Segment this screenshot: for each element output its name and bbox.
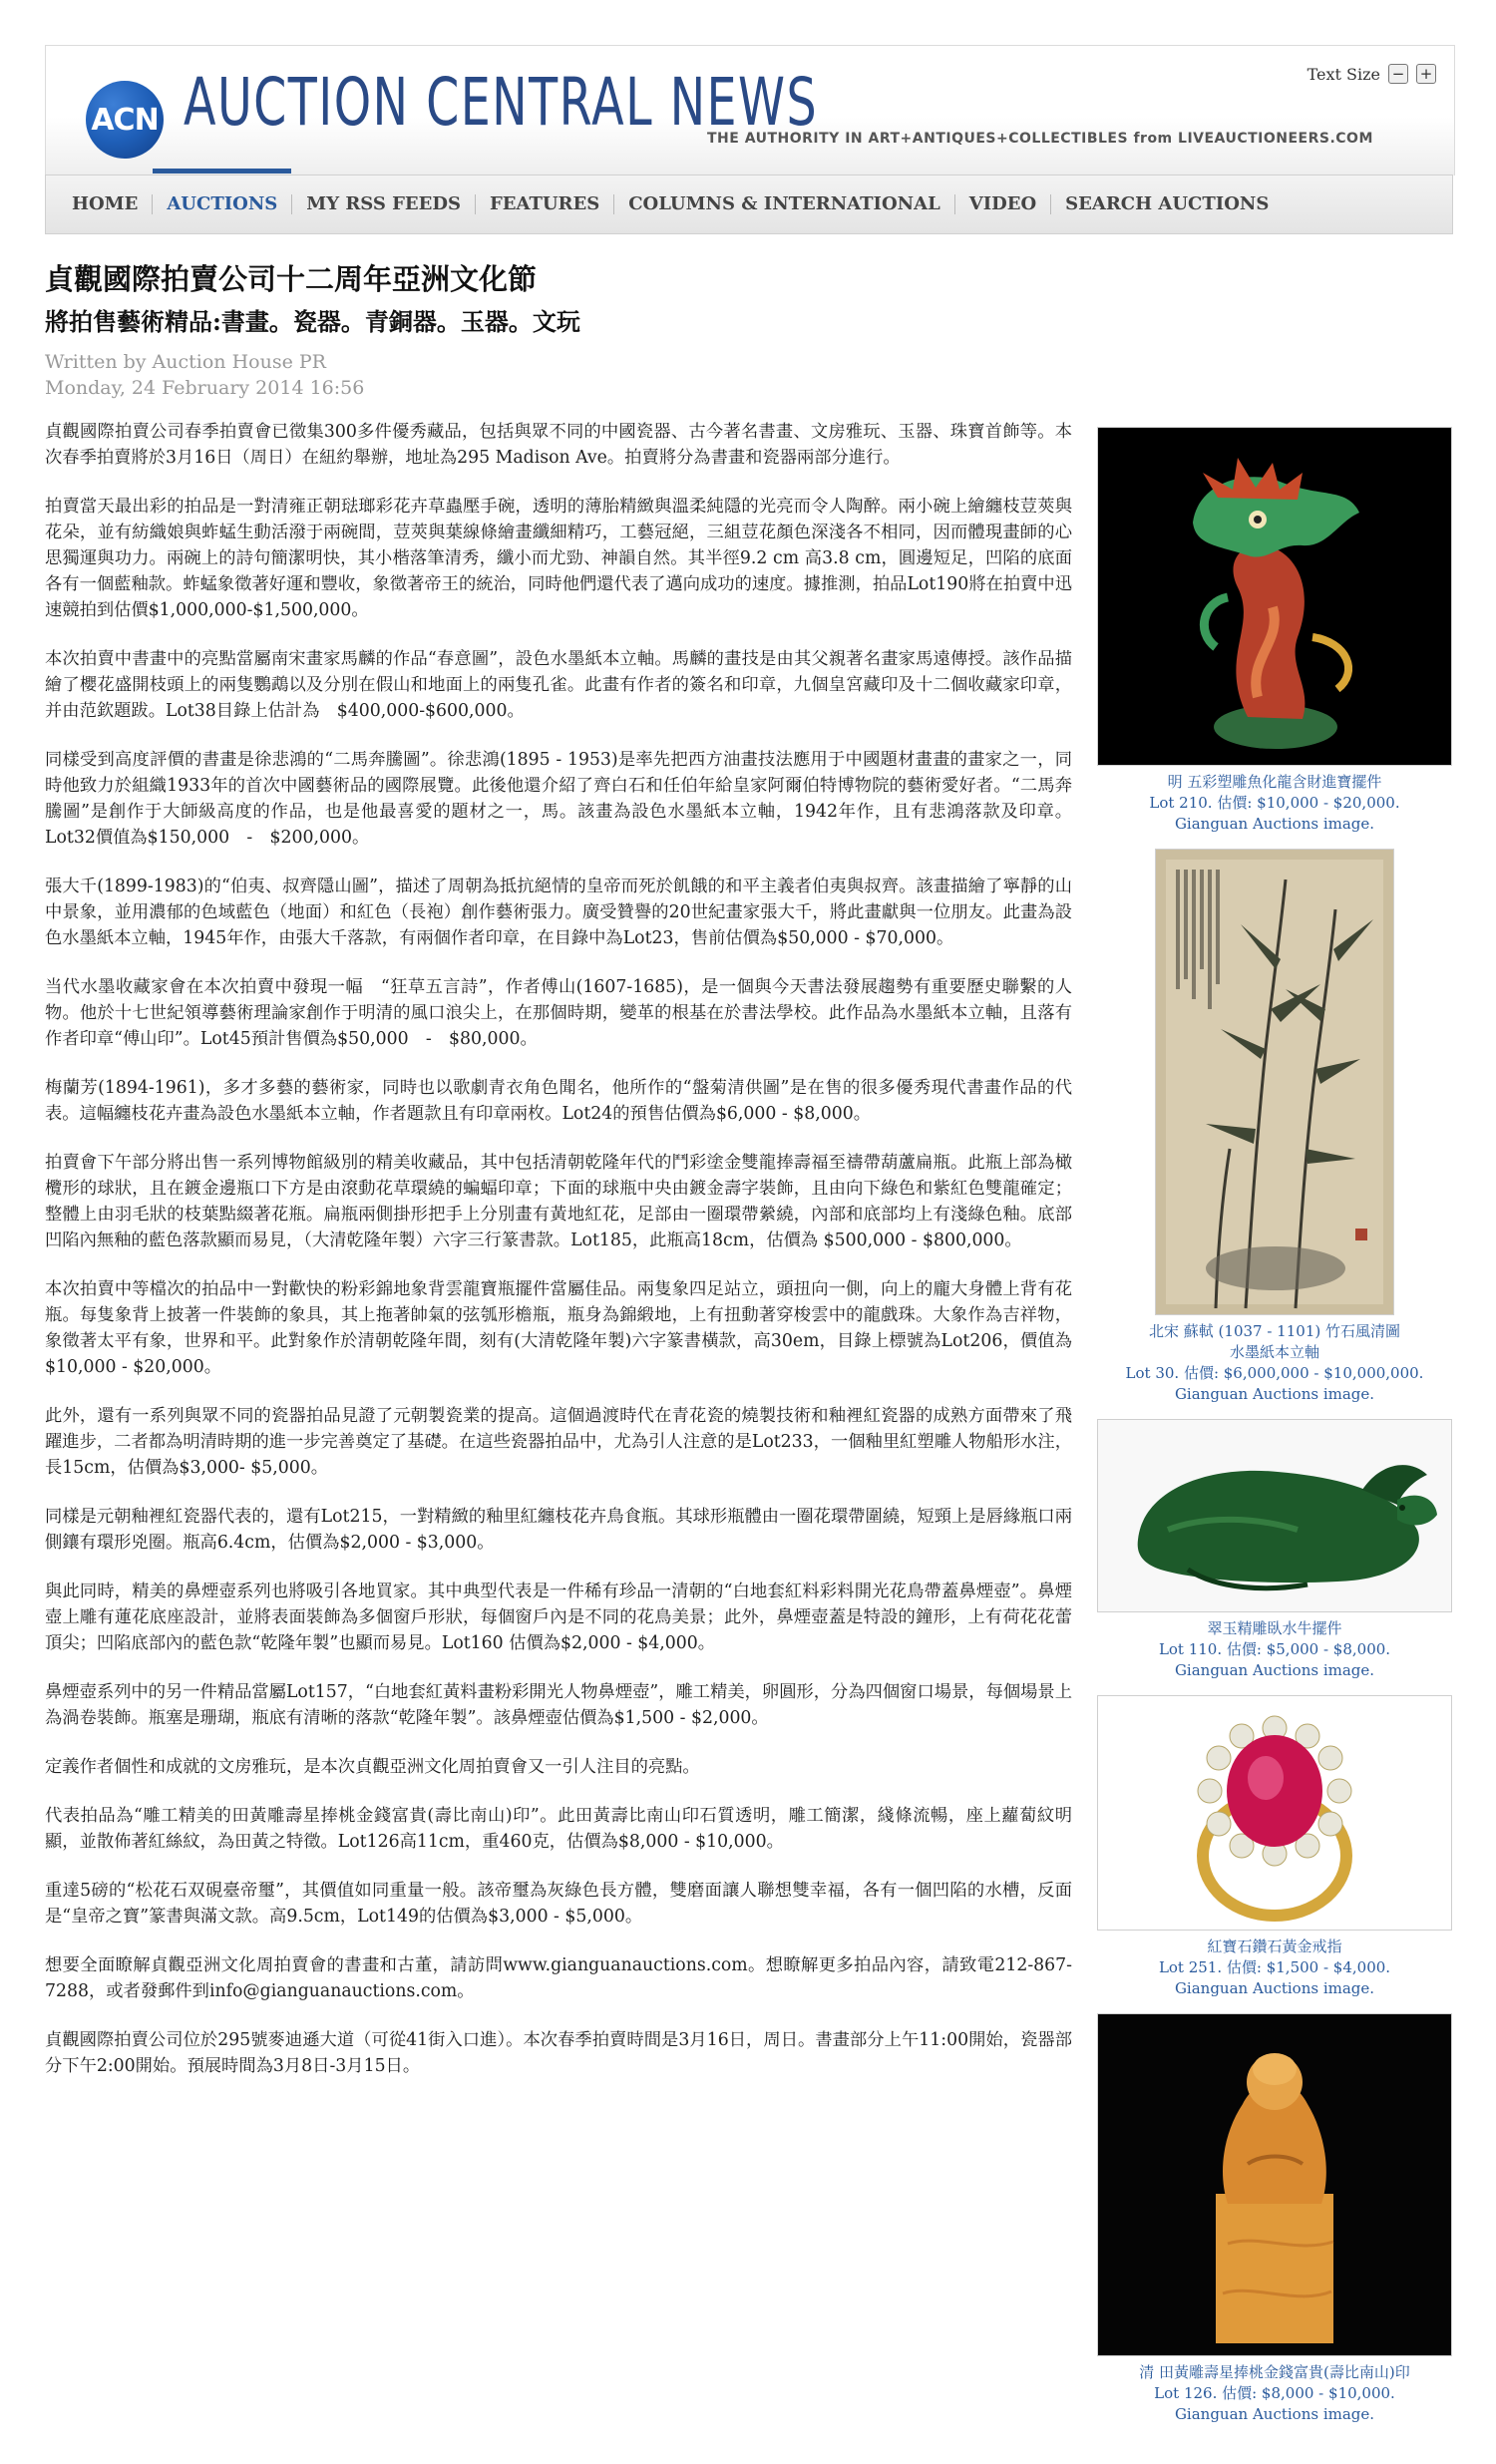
caption-credit: Gianguan Auctions image. — [1174, 2405, 1375, 2423]
article-paragraph: 此外，還有一系列與眾不同的瓷器拍品見證了元朝製瓷業的提高。這個過渡時代在青花瓷的燒製技術和釉裡紅瓷器的成熟方面帶來了飛躍進步，二者都為明清時期的進一步完善奠定了基礎。在這些瓷器拍品中，尤為引人注意的是Lot233，一個釉里紅塑雕人物船形水注，長15cm，估價為$3,000- $5,000。 — [45, 1406, 1072, 1478]
caption-line: Lot 126. 估價: $8,000 - $10,000. — [1154, 2384, 1395, 2402]
site-tagline: THE AUTHORITY IN ART+ANTIQUES+COLLECTIBLES from LIVEAUCTIONEERS.COM — [707, 131, 1373, 147]
caption-line: 北宋 蘇軾 (1037 - 1101) 竹石風清圖 — [1149, 1322, 1400, 1340]
article-paragraph: 梅蘭芳(1894-1961)，多才多藝的藝術家，同時也以歌劇青衣角色聞名，他所作的“盤菊清供圖”是在售的很多優秀現代書畫作品的代表。這幅纏枝花卉畫為設色水墨紙本立軸，作者題款且有印章兩枚。Lot24的預售估價為$6,000 - $8,000。 — [45, 1078, 1072, 1124]
article-paragraph: 拍賣當天最出彩的拍品是一對清雍正朝琺瑯彩花卉草蟲壓手碗，透明的薄胎精緻與溫柔純隱的光亮而令人陶醉。兩小碗上繪纏枝荳莢與花朵，並有紡織娘與蚱蜢生動活潑于兩碗間，荳莢與葉線條繪畫纖細精巧，工藝冠絕，三組荳花顏色深淺各不相同，因而體現畫師的心思獨運與功力。兩碗上的詩句簡潔明快，其小楷落筆清秀，纖小而尤勁、神韻自然。其半徑9.2 cm 高3.8 cm，圓邊短足，凹陷的底面各有一個藍釉款。蚱蜢象徵著好運和豐收，象徵著帝王的統治，同時他們還代表了邁向成功的速度。據推測，拍品Lot190將在拍賣中迅速競拍到估價$1,000,000-$1,500,000。 — [45, 497, 1072, 620]
article-body — [45, 419, 1072, 2102]
article-title: 貞觀國際拍賣公司十二周年亞洲文化節 — [45, 262, 538, 296]
decrease-text-size-button[interactable]: − — [1388, 64, 1408, 84]
dragon-fish-figure-icon — [1098, 428, 1451, 765]
caption-credit: Gianguan Auctions image. — [1174, 815, 1375, 833]
bamboo-painting-icon — [1156, 850, 1393, 1314]
article-paragraph: 與此同時，精美的鼻煙壺系列也將吸引各地買家。其中典型代表是一件稀有珍品一清朝的“白地套紅料彩料開光花鳥帶蓋鼻煙壺”。鼻煙壺上雕有蓮花底座設計，並將表面裝飾為多個窗戶形狀，每個窗戶內是不同的花鳥美景；此外，鼻煙壺蓋是特設的鐘形，上有荷花花蕾頂尖；凹陷底部內的藍色款“乾隆年製”也顯而易見。Lot160 估價為$2,000 - $4,000。 — [45, 1582, 1072, 1653]
caption-credit: Gianguan Auctions image. — [1174, 1385, 1375, 1403]
caption-line: 水墨紙本立軸 — [1229, 1343, 1319, 1361]
lot-251-image[interactable] — [1097, 1695, 1452, 1931]
article-paragraph: 同樣受到高度評價的書畫是徐悲鴻的“二馬奔騰圖”。徐悲鴻(1895 - 1953)是率先把西方油畫技法應用于中國題材畫畫的畫家之一，同時他致力於組織1933年的首次中國藝術品的國際展覽。此後他還介紹了齊白石和任伯年給皇家阿爾伯特博物院的藝術愛好者。“二馬奔騰圖”是創作于大師級高度的作品，也是他最喜愛的題材之一，馬。該畫為設色水墨紙本立軸，1942年作，且有悲鴻落款及印章。Lot32價值為$150,000 - $200,000。 — [45, 750, 1072, 848]
increase-text-size-button[interactable]: + — [1416, 64, 1436, 84]
caption-credit: Gianguan Auctions image. — [1174, 1661, 1375, 1679]
text-size-label: Text Size — [1307, 64, 1380, 84]
lot-126-image[interactable] — [1097, 2013, 1452, 2356]
lot-110-caption — [1097, 1618, 1452, 1681]
article-subtitle: 將拍售藝術精品:書畫。瓷器。青銅器。玉器。文玩 — [45, 307, 580, 336]
lot-110-image[interactable] — [1097, 1419, 1452, 1612]
nav-columns-international[interactable]: COLUMNS & INTERNATIONAL — [614, 194, 955, 214]
nav-features[interactable]: FEATURES — [476, 194, 614, 214]
site-logo-text[interactable]: AUCTION CENTRAL NEWS — [184, 64, 819, 141]
caption-credit: Gianguan Auctions image. — [1174, 1979, 1375, 1997]
article-paragraph: 貞觀國際拍賣公司位於295號麥迪遜大道（可從41街入口進）。本次春季拍賣時間是3月16日，周日。書畫部分上午11:00開始，瓷器部分下午2:00開始。預展時間為3月8日-3月15日。 — [45, 2030, 1072, 2076]
nav-video[interactable]: VIDEO — [955, 194, 1051, 214]
image-sidebar — [1097, 427, 1452, 2439]
jade-buffalo-icon — [1098, 1420, 1451, 1611]
article-paragraph: 鼻煙壺系列中的另一件精品當屬Lot157，“白地套紅黃料畫粉彩開光人物鼻煙壺”，雕工精美，卵圓形，分為四個窗口場景，每個場景上為渦卷裝飾。瓶塞是珊瑚，瓶底有清晰的落款“乾隆年製”。該鼻煙壺估價為$1,500 - $2,000。 — [45, 1682, 1072, 1728]
nav-my-rss-feeds[interactable]: MY RSS FEEDS — [292, 194, 476, 214]
article-byline — [45, 349, 364, 401]
caption-line: 翠玉精雕臥水牛擺件 — [1207, 1619, 1342, 1637]
caption-line: Lot 210. 估價: $10,000 - $20,000. — [1149, 794, 1400, 812]
nav-search-auctions[interactable]: SEARCH AUCTIONS — [1065, 193, 1270, 214]
article-paragraph: 拍賣會下午部分將出售一系列博物館級別的精美收藏品，其中包括清朝乾隆年代的鬥彩塗金雙龍捧壽福至禱帶葫蘆扁瓶。此瓶上部為橄欖形的球狀，且在鍍金邊瓶口下方是由滾動花草環繞的蝙蝠印章；下面的球瓶中央由鍍金壽字裝飾，且由向下綠色和紫紅色雙龍確定；整體上由羽毛狀的枝葉點綴著花瓶。扁瓶兩側掛形把手上分別畫有黃地紅花，足部由一圈環帶縈繞，內部和底部均上有淺綠色釉。底部凹陷內無釉的藍色落款顯而易見，（大清乾隆年製）六字三行篆書款。Lot185，此瓶高18cm，估價為 $500,000 - $800,000。 — [45, 1153, 1072, 1250]
article-author: Written by Auction House PR — [45, 351, 326, 373]
article-paragraph: 定義作者個性和成就的文房雅玩，是本次貞觀亞洲文化周拍賣會又一引人注目的亮點。 — [45, 1757, 700, 1777]
article-date: Monday, 24 February 2014 16:56 — [45, 377, 365, 399]
text-size-control — [1308, 64, 1436, 84]
caption-line: Lot 110. 估價: $5,000 - $8,000. — [1158, 1640, 1391, 1658]
article-paragraph: 本次拍賣中等檔次的拍品中一對歡快的粉彩錦地象背雲龍寶瓶擺件當屬佳品。兩隻象四足站立，頭扭向一側，向上的龐大身體上背有花瓶。每隻象背上披著一件裝飾的象具，其上拖著帥氣的弦瓠形檐瓶，瓶身為錦緞地，上有扭動著穿梭雲中的龍戲珠。大象作為吉祥物，象徵著太平有象，世界和平。此對象作於清朝乾隆年間，刻有(大清乾隆年製)六字篆書橫款，高30em，目錄上標號為Lot206，價值為$10,000 - $20,000。 — [45, 1279, 1072, 1377]
tianhuang-seal-icon — [1098, 2014, 1451, 2355]
lot-126-caption — [1097, 2362, 1452, 2425]
caption-line: Lot 251. 估價: $1,500 - $4,000. — [1158, 1958, 1391, 1976]
lot-251-caption — [1097, 1936, 1452, 1999]
caption-line: Lot 30. 估價: $6,000,000 - $10,000,000. — [1125, 1364, 1424, 1382]
caption-line: 清 田黃雕壽星捧桃金錢富貴(壽比南山)印 — [1139, 2363, 1410, 2381]
caption-line: 明 五彩塑雕魚化龍含財進寶擺件 — [1167, 773, 1382, 791]
article-paragraph: 重達5磅的“松花石双硯臺帝璽”，其價值如同重量一般。該帝璽為灰綠色長方體，雙磨面讓人聯想雙幸福，各有一個凹陷的水槽，反面是“皇帝之寶”篆書與滿文款。高9.5cm，Lot149的估價為$3,000 - $5,000。 — [45, 1881, 1072, 1927]
acn-logo-badge[interactable]: ACN — [86, 81, 164, 159]
article-paragraph: 同樣是元朝釉裡紅瓷器代表的，還有Lot215，一對精緻的釉里紅纏枝花卉鳥食瓶。其球形瓶體由一圈花環帶圍繞，短頸上是唇緣瓶口兩側鑲有環形兇圈。瓶高6.4cm，估價為$2,000 - $3,000。 — [45, 1507, 1072, 1553]
article-paragraph: 張大千(1899-1983)的“伯夷、叔齊隱山圖”，描述了周朝為抵抗絕情的皇帝而死於飢餓的和平主義者伯夷與叔齊。該畫描繪了寧靜的山中景象，並用濃郁的色域藍色（地面）和紅色（長袍）創作藝術張力。廣受贊譽的20世紀畫家張大千，將此畫獻與一位朋友。此畫為設色水墨紙本立軸，1945年作，由張大千落款，有兩個作者印章，在目錄中為Lot23，售前估價為$50,000 - $70,000。 — [45, 877, 1072, 948]
article-paragraph: 当代水墨收藏家會在本次拍賣中發現一幅 “狂草五言詩”，作者傅山(1607-1685)，是一個與今天書法發展趨勢有重要歷史聯繫的人物。他於十七世紀領導藝術理論家創作于明清的風口浪尖上，在那個時期，變革的根基在於書法學校。此作品為水墨紙本立軸，且落有作者印章“傅山印”。Lot45預計售價為$50,000 - $80,000。 — [45, 977, 1072, 1049]
lot-30-caption — [1097, 1321, 1452, 1405]
article-paragraph: 代表拍品為“雕工精美的田黃雕壽星捧桃金錢富貴(壽比南山)印”。此田黃壽比南山印石質透明，雕工簡潔，綫條流暢，座上蘿蔔紋明顯，並散佈著紅絲紋，為田黃之特徵。Lot126高11cm，重460克，估價為$8,000 - $10,000。 — [45, 1806, 1072, 1852]
main-nav — [45, 175, 1453, 234]
nav-auctions[interactable]: AUCTIONS — [153, 194, 292, 214]
article-paragraph: 想要全面瞭解貞觀亞洲文化周拍賣會的書畫和古董，請訪問www.gianguanauctions.com。想瞭解更多拍品內容，請致電212-867-7288，或者發郵件到info@gianguanauctions.com。 — [45, 1955, 1072, 2001]
lot-30-image[interactable] — [1155, 849, 1394, 1315]
lot-210-caption — [1097, 772, 1452, 835]
nav-home[interactable]: HOME — [58, 194, 153, 214]
lot-210-image[interactable] — [1097, 427, 1452, 766]
caption-line: 紅寶石鑽石黃金戒指 — [1207, 1937, 1342, 1955]
article-paragraph: 本次拍賣中書畫中的亮點當屬南宋畫家馬麟的作品“春意圖”，設色水墨紙本立軸。馬麟的畫技是由其父親著名畫家馬遠傳授。該作品描繪了櫻花盛開枝頭上的兩隻鸚鵡以及分別在假山和地面上的兩隻孔雀。此畫有作者的簽名和印章，九個皇宮藏印及十二個收藏家印章，并由范欽題跋。Lot38目錄上估計為 $400,000-$600,000。 — [45, 649, 1072, 721]
article-paragraph: 貞觀國際拍賣公司春季拍賣會已徵集300多件優秀藏品，包括與眾不同的中國瓷器、古今著名書畫、文房雅玩、玉器、珠寶首飾等。本次春季拍賣將於3月16日（周日）在紐約舉辦，地址為295 Madison Ave。拍賣將分為書畫和瓷器兩部分進行。 — [45, 422, 1072, 468]
ruby-ring-icon — [1098, 1696, 1451, 1930]
site-header — [45, 45, 1455, 176]
